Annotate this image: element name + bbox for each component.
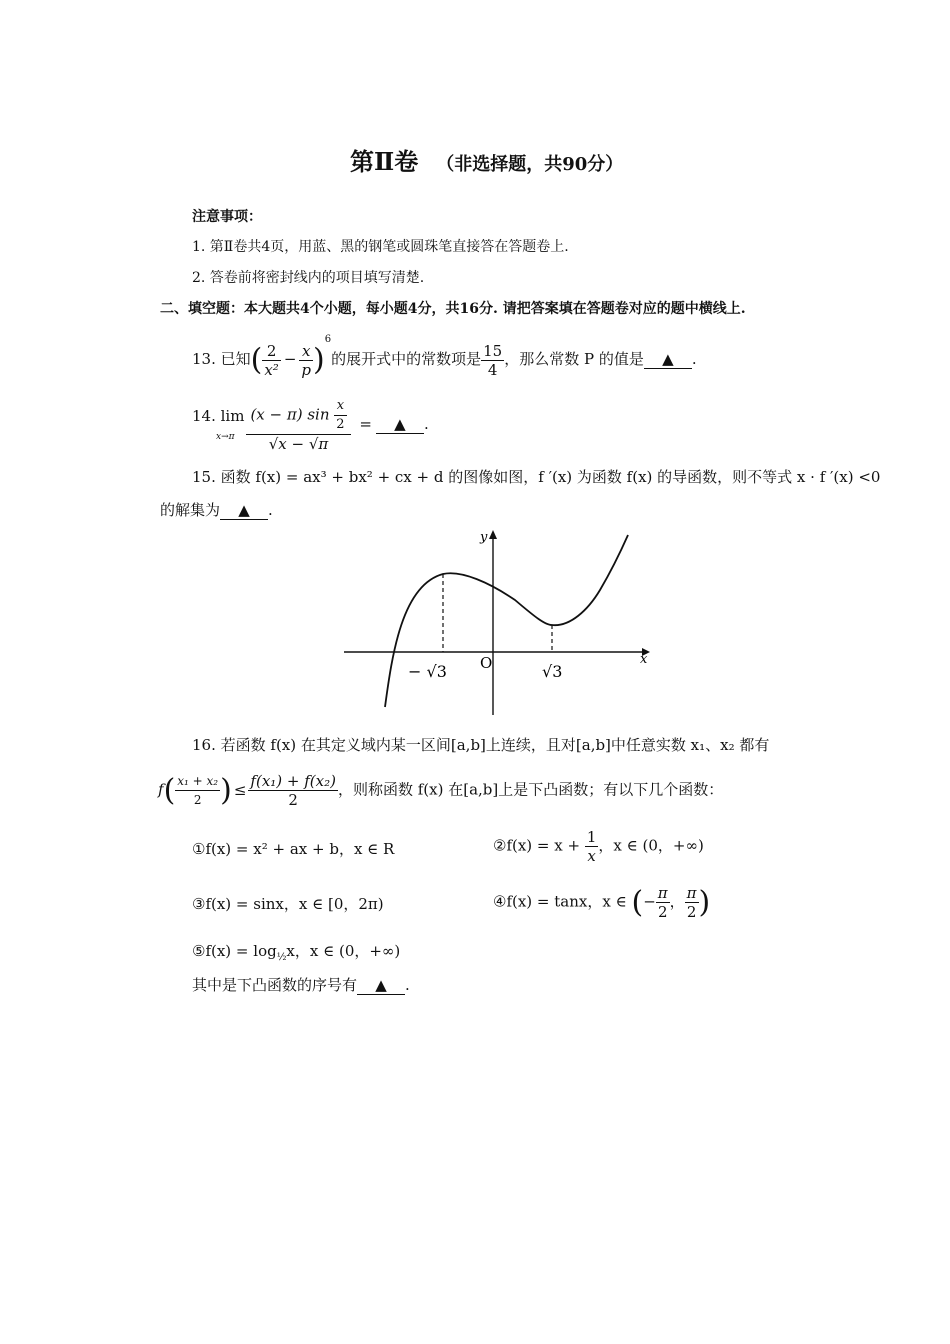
option-2 <box>493 828 704 865</box>
opt5-base: ½ <box>276 952 287 963</box>
x-label: x <box>640 652 648 667</box>
origin-label: O <box>480 654 493 672</box>
q13-frac-2-num: x <box>299 342 313 361</box>
opt2-text-a: ②f(x) = x + <box>493 836 581 855</box>
q13-value <box>481 342 504 379</box>
opt4-text-a: ④f(x) = tanx，x ∈ <box>493 892 627 911</box>
opt4-frac-2-n: π <box>686 884 697 902</box>
paren-open: ( <box>250 342 263 378</box>
q13-frac-1-num: 2 <box>262 342 280 361</box>
q14-numerator <box>246 397 350 435</box>
note-item-1: 1. 第Ⅱ卷共4页，用蓝、黑的钢笔或圆珠笔直接答在答题卷上. <box>192 239 569 255</box>
q13-frac-1-den: x² <box>264 360 279 379</box>
note-item-2: 2. 答卷前将密封线内的项目填写清楚. <box>192 270 425 286</box>
cubic-graph <box>330 525 650 720</box>
q15-line2-text: 的解集为 <box>160 501 221 519</box>
opt4-minus: − <box>643 892 656 911</box>
opt4-paren-open: ( <box>631 885 644 920</box>
q13-value-num: 15 <box>483 341 503 360</box>
q13-value-den: 4 <box>487 360 498 379</box>
q16-frac-1-num: x₁ + x₂ <box>175 772 220 791</box>
opt4-comma: ， <box>669 892 685 911</box>
question-15-line-1: 15. 函数 f(x) = ax³ + bx² + cx + d 的图像如图，f ′(x) 为函数 f(x) 的导函数，则不等式 x · f ′(x) <0 <box>192 468 881 486</box>
answer-blank-16[interactable]: ▲ <box>357 976 405 995</box>
opt5-text-a: ⑤f(x) = log <box>192 942 277 960</box>
opt4-frac-1 <box>656 884 670 921</box>
opt5-text-b: x，x ∈ (0，+∞) <box>286 942 401 960</box>
opt4-frac-1-n: π <box>657 884 668 902</box>
q16-ask-text: 其中是下凸函数的序号有 <box>192 976 358 994</box>
q16-f: f <box>158 780 164 799</box>
q13-mid: 的展开式中的常数项是 <box>331 350 482 368</box>
q14-lim: 14. lim <box>192 407 245 425</box>
q13-prefix: 13. 已知 <box>192 350 251 368</box>
opt4-frac-2 <box>685 884 699 921</box>
tick-pos-sqrt3: √3 <box>542 662 563 681</box>
q14-denominator: √x − √π <box>268 435 329 453</box>
opt2-frac-d: x <box>587 847 596 865</box>
question-16-line-2 <box>158 772 723 809</box>
q14-num-text: (x − π) sin <box>250 405 330 424</box>
section-2-heading: 二、填空题：本大题共4个小题，每小题4分，共16分. 请把答案填在答题卷对应的题中横线上. <box>160 301 746 317</box>
q16-frac-2-num: f(x₁) + f(x₂) <box>250 772 336 790</box>
q13-suffix: ，那么常数 P 的值是 <box>504 350 644 368</box>
option-1: ①f(x) = x² + ax + b，x ∈ R <box>192 840 395 858</box>
option-3: ③f(x) = sinx，x ∈ [0，2π) <box>192 895 384 913</box>
q16-frac-2-den: 2 <box>288 791 298 809</box>
q14-fraction <box>246 397 350 453</box>
notes-heading: 注意事项： <box>192 209 262 225</box>
page-title <box>350 142 623 177</box>
question-16-line-1: 16. 若函数 f(x) 在其定义域内某一区间[a,b]上连续，且对[a,b]中任意实数 x₁、x₂ 都有 <box>192 736 770 754</box>
question-14: 14. lim x→π (x − π) sin $\frac{x}{2}$ √x − √π = ▲ . <box>192 398 429 453</box>
tick-neg-sqrt3: − √3 <box>408 662 447 681</box>
q16-paren-open: ( <box>163 773 176 808</box>
q13-frac-2 <box>299 342 313 379</box>
q13-frac-2-den: p <box>301 360 312 379</box>
q13-exponent: 6 <box>324 334 332 345</box>
q16-tail: ，则称函数 f(x) 在[a,b]上是下凸函数；有以下几个函数： <box>337 780 724 799</box>
question-16-ask: 其中是下凸函数的序号有 ▲ . <box>192 976 410 994</box>
y-axis-arrow <box>489 530 497 539</box>
q14-equals: = <box>359 415 372 433</box>
curve-f <box>385 535 628 707</box>
answer-blank-13[interactable]: ▲ <box>644 350 692 369</box>
q13-minus: − <box>283 350 297 368</box>
opt2-frac <box>585 828 599 865</box>
q14-num-frac-n: x <box>334 397 346 416</box>
question-13: 13. 已知( $\frac{2}{\text{x²}}$ − $\frac{x}{p}$ )$^6$的展开式中的常数项是 $\frac{15}{4}$ ，那么常数 P 的值是 ▲ . <box>192 334 697 379</box>
answer-blank-14[interactable]: ▲ <box>376 415 424 434</box>
q14-num-frac <box>334 397 346 434</box>
q16-paren-close: ) <box>220 773 232 808</box>
y-label: y <box>480 530 488 545</box>
option-4 <box>493 884 710 921</box>
question-15-line-2: 的解集为 ▲ . <box>160 501 273 519</box>
paren-close: ) <box>313 342 325 378</box>
opt2-text-b: ，x ∈ (0，+∞) <box>598 836 704 855</box>
q16-frac-2 <box>248 772 338 809</box>
q14-num-frac-d: 2 <box>336 417 345 432</box>
q13-frac-1 <box>262 342 280 379</box>
q16-frac-1 <box>175 772 220 809</box>
title-main: 第Ⅱ卷 <box>350 147 419 176</box>
q16-frac-1-den: 2 <box>193 793 202 807</box>
q16-le: ≤ <box>233 780 247 799</box>
q14-lim-sub: x→π <box>216 432 235 442</box>
option-5 <box>192 940 400 963</box>
answer-blank-15[interactable]: ▲ <box>220 501 268 520</box>
opt4-paren-close: ) <box>698 885 711 920</box>
opt2-frac-n: 1 <box>586 828 597 846</box>
opt4-frac-2-d: 2 <box>686 903 697 921</box>
opt4-frac-1-d: 2 <box>657 903 668 921</box>
title-subtitle: （非选择题，共90分） <box>436 154 624 175</box>
